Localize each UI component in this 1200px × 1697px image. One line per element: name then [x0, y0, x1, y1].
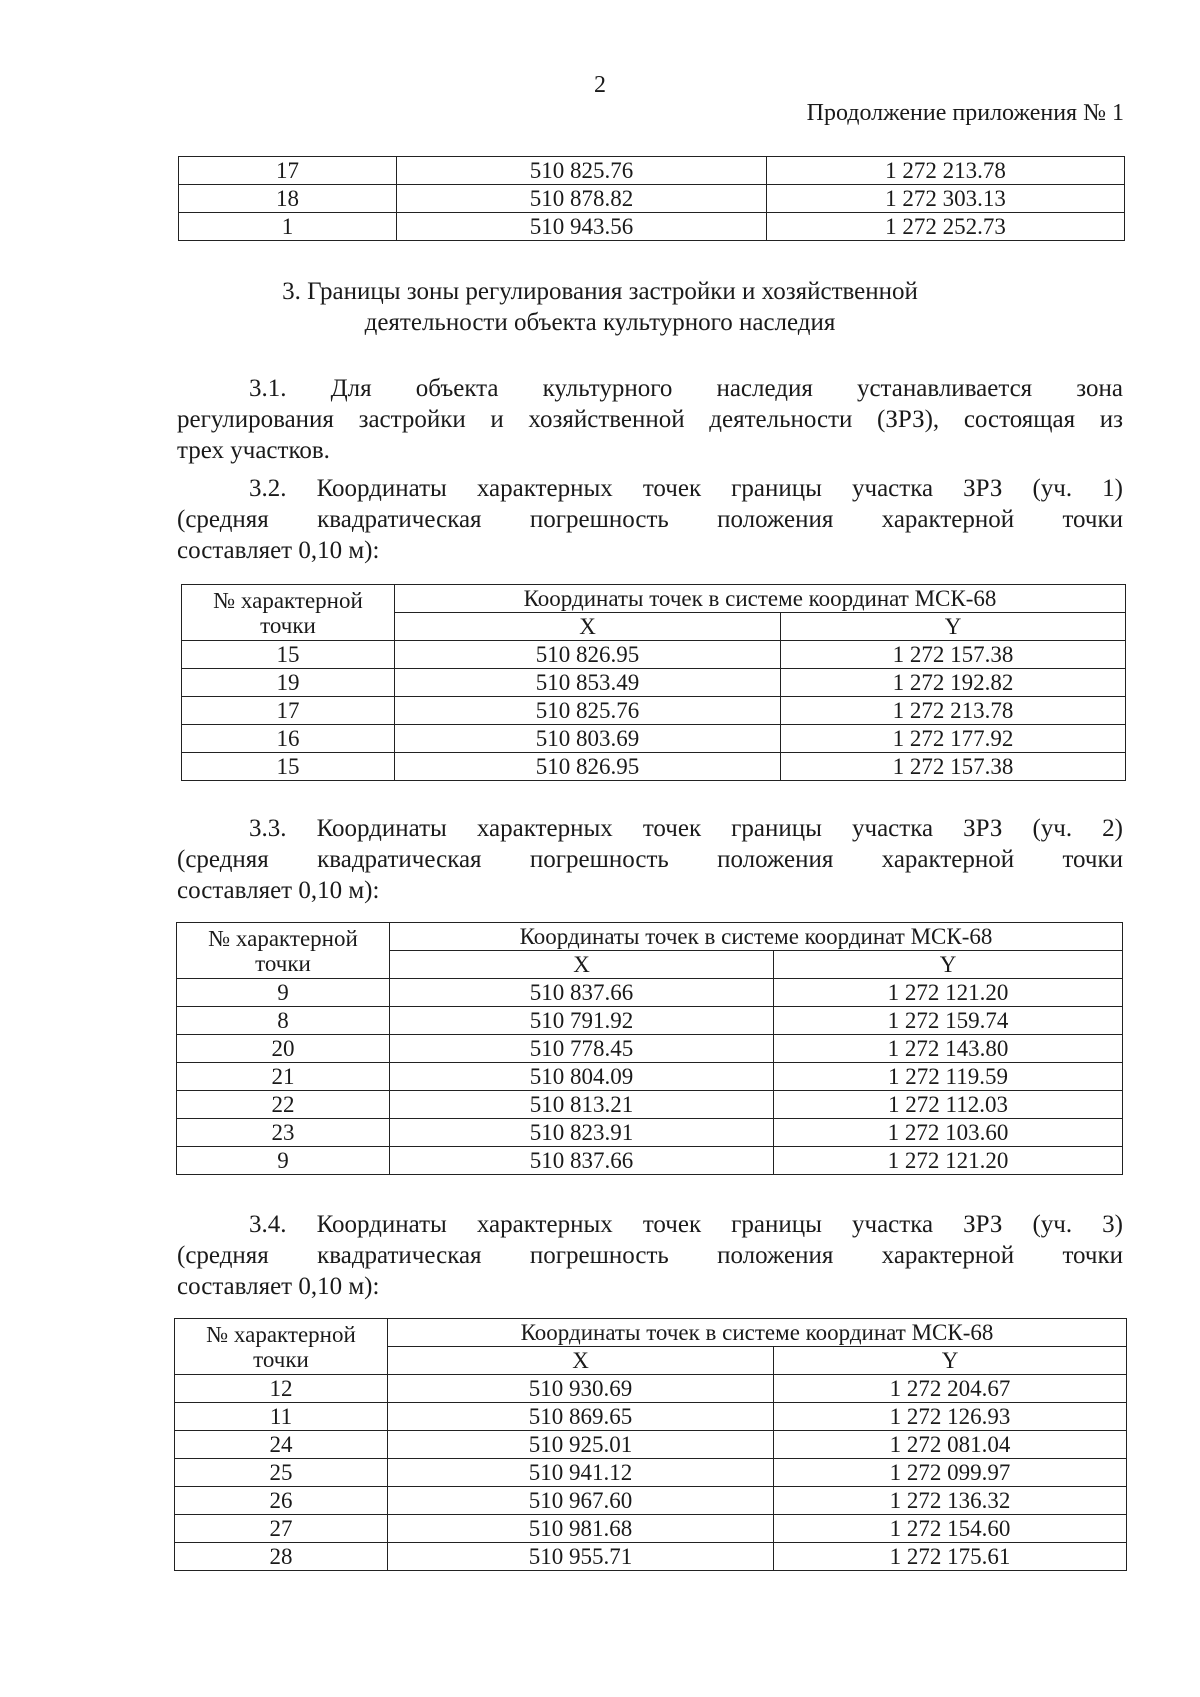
x-coordinate-cell: 510 791.92	[390, 1007, 774, 1035]
header-coordinates: Координаты точек в системе координат МСК-68	[388, 1319, 1127, 1347]
x-coordinate-cell: 510 803.69	[395, 725, 781, 753]
point-number-cell: 12	[175, 1375, 388, 1403]
point-number-cell: 27	[175, 1515, 388, 1543]
y-coordinate-cell: 1 272 119.59	[774, 1063, 1123, 1091]
paragraph-3-2	[177, 473, 1123, 566]
table-row	[182, 641, 1126, 669]
x-coordinate-cell: 510 955.71	[388, 1543, 774, 1571]
x-coordinate-cell: 510 826.95	[395, 753, 781, 781]
point-number-cell: 9	[177, 979, 390, 1007]
table-row	[182, 725, 1126, 753]
paragraph-3-2-line2: (средняя квадратическая погрешность положения характерной точки	[177, 506, 1123, 533]
point-number-cell: 1	[179, 213, 397, 241]
x-coordinate-cell: 510 941.12	[388, 1459, 774, 1487]
point-number-cell: 23	[177, 1119, 390, 1147]
paragraph-3-4-line1: 3.4. Координаты характерных точек границы участка ЗРЗ (уч. 3)	[249, 1211, 1123, 1238]
y-coordinate-cell: 1 272 112.03	[774, 1091, 1123, 1119]
page-number: 2	[594, 72, 606, 98]
y-coordinate-cell: 1 272 175.61	[774, 1543, 1127, 1571]
y-coordinate-cell: 1 272 159.74	[774, 1007, 1123, 1035]
header-point-number	[175, 1319, 388, 1375]
paragraph-3-1	[177, 373, 1123, 466]
table-row	[175, 1515, 1127, 1543]
y-coordinate-cell: 1 272 081.04	[774, 1431, 1127, 1459]
table-row	[179, 185, 1125, 213]
table-row	[177, 1091, 1123, 1119]
y-coordinate-cell: 1 272 126.93	[774, 1403, 1127, 1431]
y-coordinate-cell: 1 272 213.78	[767, 157, 1125, 185]
header-point-number	[182, 585, 395, 641]
y-coordinate-cell: 1 272 136.32	[774, 1487, 1127, 1515]
table1-body	[182, 641, 1126, 781]
x-coordinate-cell: 510 853.49	[395, 669, 781, 697]
paragraph-3-2-line3: составляет 0,10 м):	[177, 537, 380, 564]
paragraph-3-2-line1: 3.2. Координаты характерных точек границы участка ЗРЗ (уч. 1)	[249, 475, 1123, 502]
x-coordinate-cell: 510 943.56	[397, 213, 767, 241]
top-coordinates-table	[178, 156, 1125, 241]
table-row	[182, 669, 1126, 697]
table-row	[175, 1543, 1127, 1571]
x-coordinate-cell: 510 967.60	[388, 1487, 774, 1515]
paragraph-3-1-line3: трех участков.	[177, 437, 330, 464]
section-title-line2: деятельности объекта культурного наследия	[364, 309, 836, 336]
y-coordinate-cell: 1 272 177.92	[781, 725, 1126, 753]
table3-body	[175, 1375, 1127, 1571]
point-number-cell: 15	[182, 641, 395, 669]
point-number-cell: 20	[177, 1035, 390, 1063]
paragraph-3-4	[177, 1209, 1123, 1302]
header-y: Y	[774, 1347, 1127, 1375]
table-row	[177, 1063, 1123, 1091]
table1-head	[182, 585, 1126, 641]
header-point-line1: № характерной	[213, 587, 363, 613]
x-coordinate-cell: 510 878.82	[397, 185, 767, 213]
appendix-continuation: Продолжение приложения № 1	[806, 100, 1124, 126]
y-coordinate-cell: 1 272 157.38	[781, 641, 1126, 669]
header-point-line2: точки	[255, 950, 311, 976]
y-coordinate-cell: 1 272 192.82	[781, 669, 1126, 697]
table-row	[175, 1375, 1127, 1403]
x-coordinate-cell: 510 826.95	[395, 641, 781, 669]
point-number-cell: 19	[182, 669, 395, 697]
x-coordinate-cell: 510 825.76	[397, 157, 767, 185]
point-number-cell: 8	[177, 1007, 390, 1035]
coordinates-table-plot-3	[174, 1318, 1127, 1571]
x-coordinate-cell: 510 925.01	[388, 1431, 774, 1459]
table-row	[182, 753, 1126, 781]
x-coordinate-cell: 510 837.66	[390, 1147, 774, 1175]
y-coordinate-cell: 1 272 121.20	[774, 1147, 1123, 1175]
paragraph-3-3	[177, 813, 1123, 906]
paragraph-3-1-line1: 3.1. Для объекта культурного наследия устанавливается зона	[249, 375, 1123, 402]
point-number-cell: 15	[182, 753, 395, 781]
x-coordinate-cell: 510 778.45	[390, 1035, 774, 1063]
header-coordinates: Координаты точек в системе координат МСК-68	[395, 585, 1126, 613]
header-x: X	[395, 613, 781, 641]
y-coordinate-cell: 1 272 121.20	[774, 979, 1123, 1007]
x-coordinate-cell: 510 869.65	[388, 1403, 774, 1431]
table-row	[175, 1403, 1127, 1431]
table-row	[177, 1035, 1123, 1063]
header-x: X	[388, 1347, 774, 1375]
point-number-cell: 24	[175, 1431, 388, 1459]
y-coordinate-cell: 1 272 252.73	[767, 213, 1125, 241]
point-number-cell: 22	[177, 1091, 390, 1119]
paragraph-3-4-line3: составляет 0,10 м):	[177, 1273, 380, 1300]
point-number-cell: 25	[175, 1459, 388, 1487]
header-y: Y	[774, 951, 1123, 979]
table3-head	[175, 1319, 1127, 1375]
coordinates-table-plot-2	[176, 922, 1123, 1175]
x-coordinate-cell: 510 804.09	[390, 1063, 774, 1091]
y-coordinate-cell: 1 272 157.38	[781, 753, 1126, 781]
point-number-cell: 9	[177, 1147, 390, 1175]
point-number-cell: 16	[182, 725, 395, 753]
header-point-line1: № характерной	[208, 925, 358, 951]
paragraph-3-3-line3: составляет 0,10 м):	[177, 877, 380, 904]
point-number-cell: 17	[179, 157, 397, 185]
header-point-line2: точки	[253, 1346, 309, 1372]
y-coordinate-cell: 1 272 099.97	[774, 1459, 1127, 1487]
x-coordinate-cell: 510 981.68	[388, 1515, 774, 1543]
table2-body	[177, 979, 1123, 1175]
y-coordinate-cell: 1 272 143.80	[774, 1035, 1123, 1063]
x-coordinate-cell: 510 930.69	[388, 1375, 774, 1403]
point-number-cell: 17	[182, 697, 395, 725]
x-coordinate-cell: 510 823.91	[390, 1119, 774, 1147]
x-coordinate-cell: 510 825.76	[395, 697, 781, 725]
point-number-cell: 26	[175, 1487, 388, 1515]
table2-head	[177, 923, 1123, 979]
y-coordinate-cell: 1 272 213.78	[781, 697, 1126, 725]
point-number-cell: 21	[177, 1063, 390, 1091]
point-number-cell: 18	[179, 185, 397, 213]
x-coordinate-cell: 510 813.21	[390, 1091, 774, 1119]
paragraph-3-1-line2: регулирования застройки и хозяйственной деятельности (ЗРЗ), состоящая из	[177, 406, 1123, 433]
table-row	[175, 1487, 1127, 1515]
table-row	[175, 1459, 1127, 1487]
header-y: Y	[781, 613, 1126, 641]
table-row	[182, 697, 1126, 725]
point-number-cell: 11	[175, 1403, 388, 1431]
table-row	[177, 1147, 1123, 1175]
header-point-line1: № характерной	[206, 1321, 356, 1347]
table-row	[177, 979, 1123, 1007]
table-row	[177, 1007, 1123, 1035]
section-title-line1: 3. Границы зоны регулирования застройки и хозяйственной	[282, 278, 918, 305]
paragraph-3-3-line2: (средняя квадратическая погрешность положения характерной точки	[177, 846, 1123, 873]
table-row	[175, 1431, 1127, 1459]
coordinates-table-plot-1	[181, 584, 1126, 781]
y-coordinate-cell: 1 272 204.67	[774, 1375, 1127, 1403]
top-table-body	[179, 157, 1125, 241]
header-point-number	[177, 923, 390, 979]
y-coordinate-cell: 1 272 303.13	[767, 185, 1125, 213]
table-row	[179, 213, 1125, 241]
y-coordinate-cell: 1 272 103.60	[774, 1119, 1123, 1147]
section-title	[0, 276, 1200, 338]
table-row	[177, 1119, 1123, 1147]
header-point-line2: точки	[260, 612, 316, 638]
paragraph-3-4-line2: (средняя квадратическая погрешность положения характерной точки	[177, 1242, 1123, 1269]
header-x: X	[390, 951, 774, 979]
y-coordinate-cell: 1 272 154.60	[774, 1515, 1127, 1543]
point-number-cell: 28	[175, 1543, 388, 1571]
table-row	[179, 157, 1125, 185]
header-coordinates: Координаты точек в системе координат МСК-68	[390, 923, 1123, 951]
paragraph-3-3-line1: 3.3. Координаты характерных точек границы участка ЗРЗ (уч. 2)	[249, 815, 1123, 842]
x-coordinate-cell: 510 837.66	[390, 979, 774, 1007]
